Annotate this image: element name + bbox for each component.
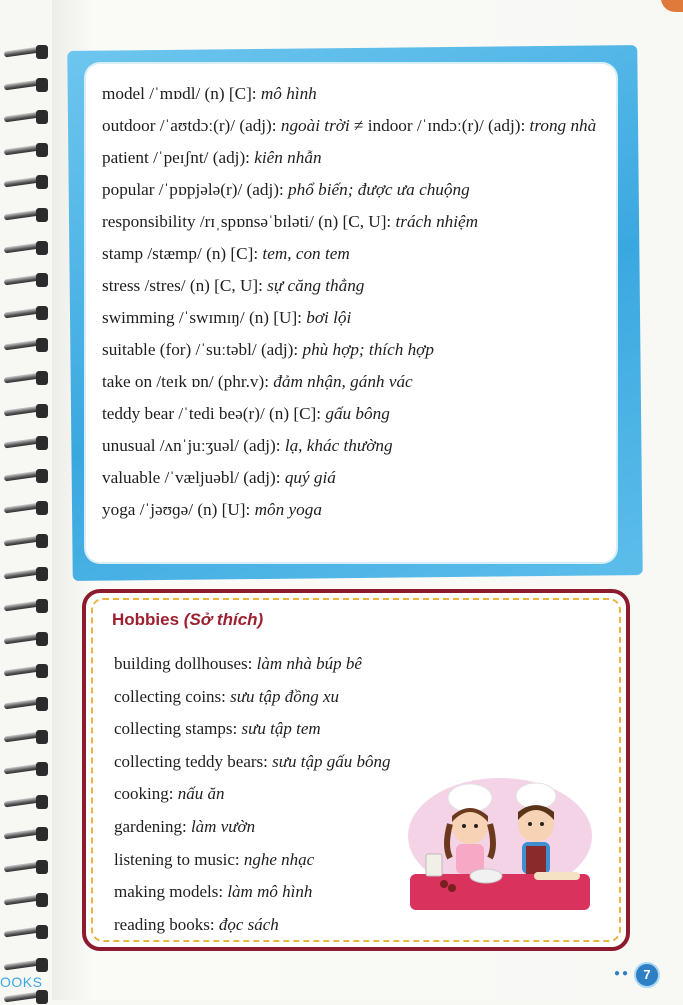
spiral-wire bbox=[4, 177, 40, 188]
boy-apron bbox=[526, 846, 546, 874]
spiral-ring bbox=[4, 305, 48, 321]
page-dots: ●● bbox=[614, 968, 631, 979]
spiral-ring bbox=[4, 44, 48, 60]
girl-eye bbox=[462, 824, 466, 828]
spiral-ring bbox=[4, 174, 48, 190]
spiral-wire bbox=[4, 601, 40, 612]
vocab-item bbox=[102, 142, 622, 174]
hobby-word: cooking: bbox=[114, 784, 178, 804]
binding-hole bbox=[36, 436, 48, 450]
vocab-antonym-meaning: trong nhà bbox=[529, 116, 597, 135]
spiral-ring bbox=[4, 566, 48, 582]
vocab-word: model /ˈmɒdl/ (n) [C]: bbox=[102, 84, 261, 103]
girl-braid-left bbox=[447, 824, 450, 858]
vocab-item bbox=[102, 270, 622, 302]
vocab-meaning: gấu bông bbox=[325, 404, 390, 423]
hobby-item bbox=[114, 909, 391, 942]
vocab-meaning: quý giá bbox=[284, 468, 336, 487]
hobby-meaning: sưu tập đồng xu bbox=[230, 686, 340, 706]
spiral-ring bbox=[4, 272, 48, 288]
spiral-wire bbox=[4, 470, 40, 481]
binding-hole bbox=[36, 730, 48, 744]
binding-hole bbox=[36, 827, 48, 841]
vocab-word: stamp /stæmp/ (n) [C]: bbox=[102, 244, 263, 263]
vocab-word: valuable /ˈvæljuəbl/ (adj): bbox=[102, 468, 285, 487]
vocab-word: take on /teɪk ɒn/ (phr.v): bbox=[102, 372, 274, 391]
spiral-wire bbox=[4, 829, 40, 840]
binding-hole bbox=[36, 306, 48, 320]
spiral-wire bbox=[4, 796, 40, 807]
vocab-item bbox=[102, 398, 622, 430]
hobby-word: collecting coins: bbox=[114, 686, 231, 706]
cherry bbox=[448, 884, 456, 892]
spiral-wire bbox=[4, 927, 40, 938]
vocab-meaning: phổ biến; được ưa chuộng bbox=[288, 180, 470, 199]
vocab-word: outdoor /ˈaʊtdɔː(r)/ (adj): bbox=[102, 116, 281, 135]
binding-hole bbox=[36, 469, 48, 483]
spiral-ring bbox=[4, 240, 48, 256]
vocab-meaning: ngoài trời bbox=[280, 116, 350, 135]
vocab-meaning: phù hợp; thích hợp bbox=[302, 340, 434, 359]
binding-hole bbox=[36, 925, 48, 939]
hobby-word: collecting stamps: bbox=[114, 719, 242, 739]
hobby-meaning: làm vườn bbox=[190, 816, 256, 836]
page-number: 7 bbox=[634, 962, 660, 988]
vocab-item bbox=[102, 302, 622, 334]
spiral-wire bbox=[4, 275, 40, 286]
vocab-word: stress /stres/ (n) [C, U]: bbox=[102, 276, 268, 295]
vocab-meaning: đảm nhận, gánh vác bbox=[273, 372, 413, 391]
hobby-word: making models: bbox=[114, 882, 228, 902]
hobby-word: gardening: bbox=[114, 816, 191, 836]
hobby-word: listening to music: bbox=[114, 849, 244, 869]
hobby-word: reading books: bbox=[114, 914, 219, 934]
spiral-wire bbox=[4, 503, 40, 514]
spiral-ring bbox=[4, 859, 48, 875]
spiral-ring bbox=[4, 989, 48, 1005]
spiral-wire bbox=[4, 992, 40, 1003]
vocab-word: popular /ˈpɒpjələ(r)/ (adj): bbox=[102, 180, 289, 199]
boy-eye bbox=[540, 822, 544, 826]
spiral-ring bbox=[4, 924, 48, 940]
vocab-item bbox=[102, 206, 622, 238]
hobbies-list bbox=[114, 648, 391, 941]
spiral-ring bbox=[4, 370, 48, 386]
spiral-ring bbox=[4, 435, 48, 451]
girl-braid-right bbox=[490, 824, 493, 858]
hobby-item bbox=[114, 844, 391, 877]
binding-hole bbox=[36, 795, 48, 809]
vocab-item bbox=[102, 430, 622, 462]
vocab-item bbox=[102, 334, 622, 366]
spiral-ring bbox=[4, 631, 48, 647]
binding-hole bbox=[36, 175, 48, 189]
vocab-meaning: tem, con tem bbox=[262, 244, 350, 263]
hobbies-title-translation: (Sở thích) bbox=[183, 610, 264, 629]
spiral-wire bbox=[4, 568, 40, 579]
spiral-wire bbox=[4, 79, 40, 90]
vocab-word: swimming /ˈswɪmɪŋ/ (n) [U]: bbox=[102, 308, 307, 327]
spiral-wire bbox=[4, 144, 40, 155]
hobby-word: building dollhouses: bbox=[114, 654, 257, 673]
spiral-ring bbox=[4, 826, 48, 842]
binding-hole bbox=[36, 404, 48, 418]
vocab-word: patient /ˈpeɪʃnt/ (adj): bbox=[102, 148, 255, 167]
binding-hole bbox=[36, 501, 48, 515]
vocab-meaning: kiên nhẫn bbox=[254, 148, 322, 167]
hobbies-title bbox=[112, 610, 263, 630]
binding-hole bbox=[36, 958, 48, 972]
spiral-wire bbox=[4, 536, 40, 547]
spiral-ring bbox=[4, 468, 48, 484]
spiral-ring bbox=[4, 403, 48, 419]
vocab-item bbox=[102, 366, 622, 398]
spiral-wire bbox=[4, 242, 40, 253]
hobby-item bbox=[114, 713, 391, 746]
spiral-ring bbox=[4, 892, 48, 908]
spiral-ring bbox=[4, 207, 48, 223]
vocab-list bbox=[102, 78, 622, 526]
dough-board bbox=[534, 872, 580, 880]
vocab-word: responsibility /rɪˌspɒnsəˈbɪləti/ (n) [C, U]: bbox=[102, 212, 396, 231]
hobby-meaning: làm mô hình bbox=[227, 882, 313, 902]
binding-hole bbox=[36, 632, 48, 646]
vocab-item bbox=[102, 462, 622, 494]
spiral-ring bbox=[4, 337, 48, 353]
binding-hole bbox=[36, 664, 48, 678]
binding-hole bbox=[36, 110, 48, 124]
hobby-item bbox=[114, 876, 391, 909]
spiral-wire bbox=[4, 210, 40, 221]
vocab-item bbox=[102, 110, 622, 142]
binding-hole bbox=[36, 143, 48, 157]
hobby-meaning: nấu ăn bbox=[177, 784, 225, 804]
vocab-item bbox=[102, 238, 622, 270]
binding-hole bbox=[36, 45, 48, 59]
spiral-wire bbox=[4, 47, 40, 58]
spiral-wire bbox=[4, 764, 40, 775]
vocab-word: teddy bear /ˈtedi beə(r)/ (n) [C]: bbox=[102, 404, 326, 423]
spiral-wire bbox=[4, 112, 40, 123]
footer-brand: OOKS bbox=[0, 974, 43, 990]
hobby-item bbox=[114, 746, 391, 779]
binding-hole bbox=[36, 697, 48, 711]
binding-hole bbox=[36, 338, 48, 352]
spiral-wire bbox=[4, 699, 40, 710]
binding-hole bbox=[36, 893, 48, 907]
cherry bbox=[440, 880, 448, 888]
mixing-bowl bbox=[470, 869, 502, 883]
spiral-ring bbox=[4, 663, 48, 679]
binding-hole bbox=[36, 241, 48, 255]
spiral-binding bbox=[0, 0, 52, 1000]
vocab-meaning: bơi lội bbox=[306, 308, 352, 327]
hobby-item bbox=[114, 778, 391, 811]
spiral-wire bbox=[4, 862, 40, 873]
hobbies-title-text: Hobbies bbox=[112, 610, 184, 629]
spiral-wire bbox=[4, 307, 40, 318]
binding-hole bbox=[36, 371, 48, 385]
hobby-word: collecting teddy bears: bbox=[114, 751, 273, 771]
spiral-wire bbox=[4, 438, 40, 449]
binding-hole bbox=[36, 78, 48, 92]
spiral-wire bbox=[4, 633, 40, 644]
spiral-ring bbox=[4, 533, 48, 549]
spiral-wire bbox=[4, 731, 40, 742]
hobby-meaning: làm nhà búp bê bbox=[256, 654, 362, 673]
vocab-meaning: lạ, khác thường bbox=[284, 436, 393, 455]
boy-eye bbox=[528, 822, 532, 826]
vocab-word: unusual /ʌnˈjuːʒuəl/ (adj): bbox=[102, 436, 285, 455]
binding-hole bbox=[36, 860, 48, 874]
girl-chef-hat bbox=[448, 784, 492, 812]
flour-bag bbox=[426, 854, 442, 876]
vocab-meaning: trách nhiệm bbox=[395, 212, 479, 231]
spiral-wire bbox=[4, 373, 40, 384]
vocab-item bbox=[102, 78, 622, 110]
spiral-wire bbox=[4, 666, 40, 677]
spiral-ring bbox=[4, 729, 48, 745]
binding-hole bbox=[36, 990, 48, 1004]
spiral-wire bbox=[4, 894, 40, 905]
hobby-item bbox=[114, 811, 391, 844]
hobby-meaning: đọc sách bbox=[218, 914, 279, 934]
spiral-ring bbox=[4, 109, 48, 125]
vocab-antonym: ≠ indoor /ˈɪndɔː(r)/ (adj): bbox=[349, 116, 530, 135]
binding-hole bbox=[36, 208, 48, 222]
binding-hole bbox=[36, 273, 48, 287]
spiral-ring bbox=[4, 794, 48, 810]
vocab-meaning: môn yoga bbox=[254, 500, 322, 519]
vocab-meaning: sự căng thẳng bbox=[267, 276, 365, 295]
spiral-ring bbox=[4, 696, 48, 712]
hobby-meaning: sưu tập tem bbox=[241, 719, 321, 739]
spiral-ring bbox=[4, 77, 48, 93]
vocab-word: yoga /ˈjəʊɡə/ (n) [U]: bbox=[102, 500, 255, 519]
spiral-wire bbox=[4, 959, 40, 970]
binding-hole bbox=[36, 534, 48, 548]
hobby-meaning: sưu tập gấu bông bbox=[272, 751, 391, 771]
vocab-item bbox=[102, 494, 622, 526]
spiral-wire bbox=[4, 340, 40, 351]
hobby-meaning: nghe nhạc bbox=[243, 849, 315, 869]
binding-hole bbox=[36, 567, 48, 581]
binding-hole bbox=[36, 762, 48, 776]
spiral-wire bbox=[4, 405, 40, 416]
spiral-ring bbox=[4, 761, 48, 777]
kids-cooking-illustration bbox=[404, 776, 596, 916]
binding-hole bbox=[36, 599, 48, 613]
hobby-item bbox=[114, 648, 391, 681]
spiral-ring bbox=[4, 957, 48, 973]
vocab-meaning: mô hình bbox=[260, 84, 317, 103]
spiral-ring bbox=[4, 598, 48, 614]
hobby-item bbox=[114, 681, 391, 714]
spiral-ring bbox=[4, 500, 48, 516]
vocab-word: suitable (for) /ˈsuːtəbl/ (adj): bbox=[102, 340, 303, 359]
spiral-ring bbox=[4, 142, 48, 158]
girl-eye bbox=[474, 824, 478, 828]
vocab-item bbox=[102, 174, 622, 206]
